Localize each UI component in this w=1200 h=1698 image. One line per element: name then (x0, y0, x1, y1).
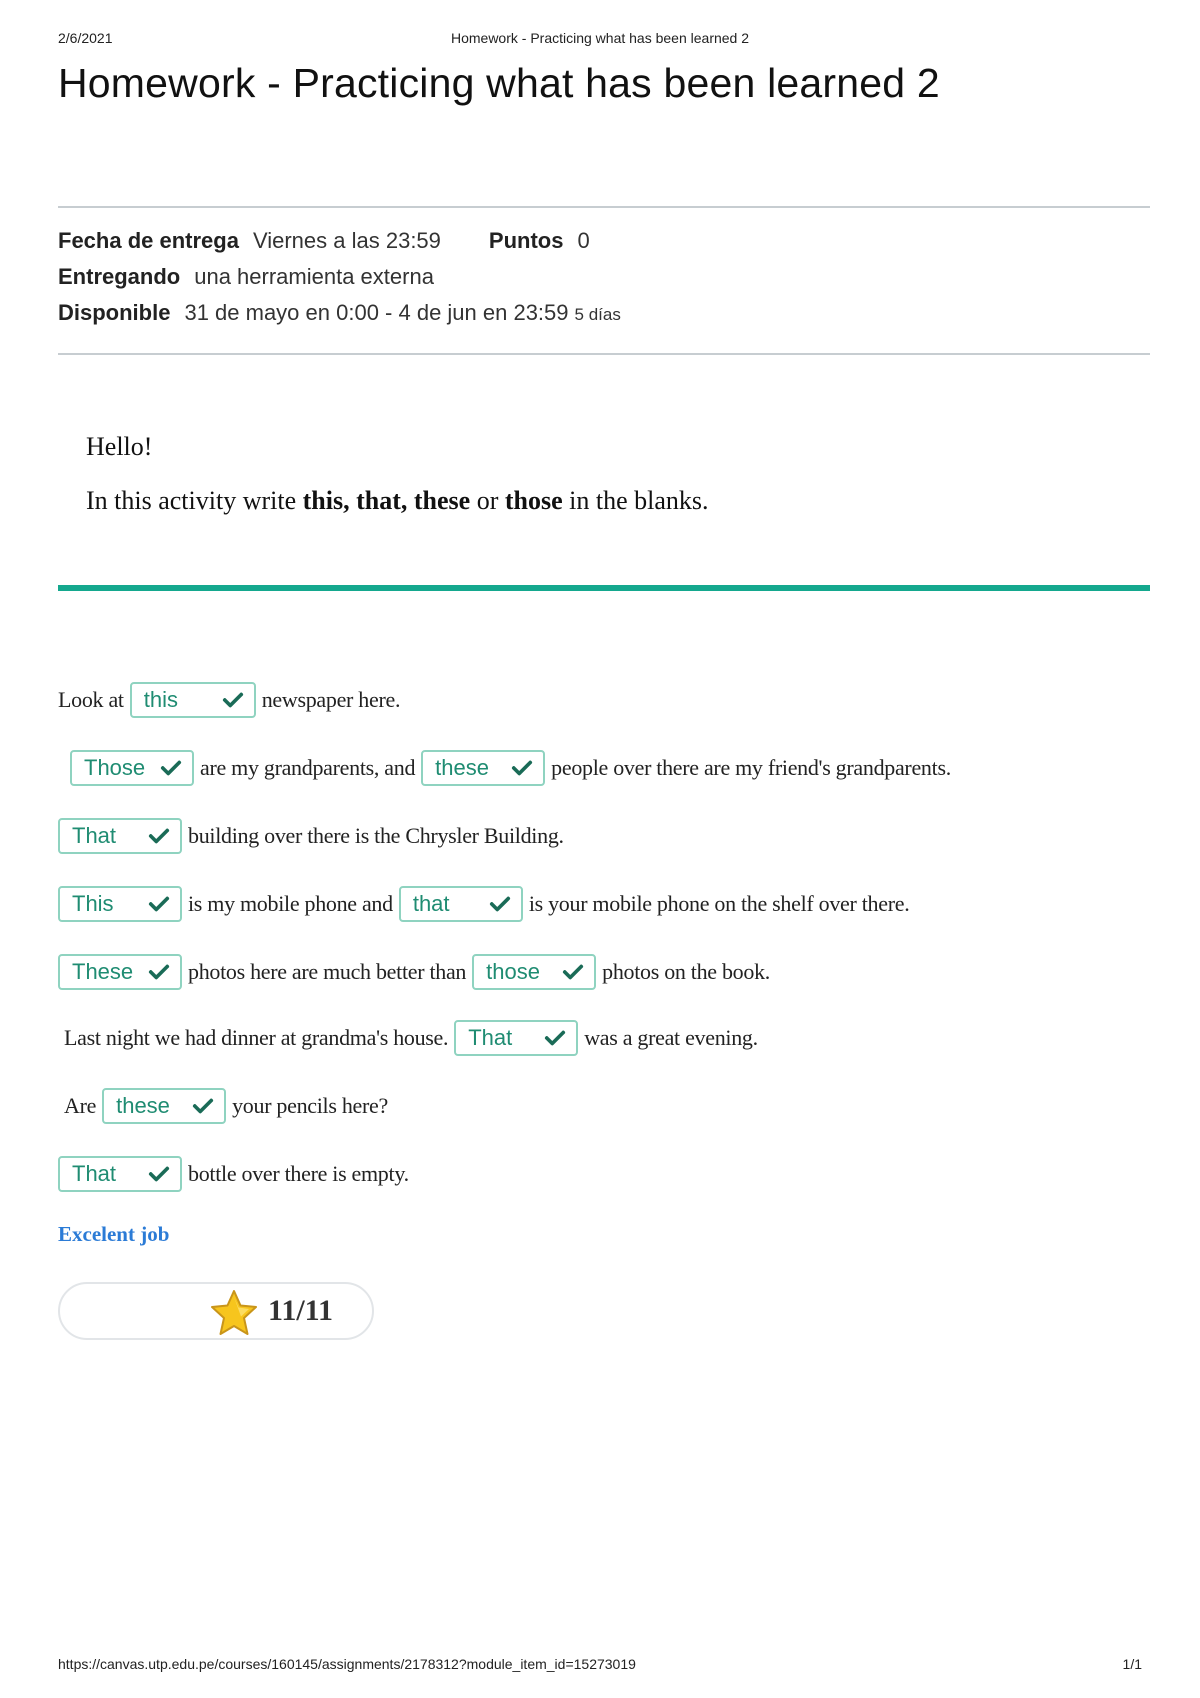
due-value: Viernes a las 23:59 (252, 228, 441, 253)
answer-blank[interactable] (58, 818, 182, 854)
sentence-4 (52, 884, 909, 924)
sentence-text: Are (64, 1093, 97, 1118)
due-row (58, 226, 621, 262)
greeting: Hello! (86, 432, 153, 461)
page-title: Homework - Practicing what has been learned 2 (58, 60, 940, 106)
check-icon (148, 1164, 170, 1184)
due-label: Fecha de entrega (58, 228, 239, 253)
answer-text: This (72, 891, 114, 916)
sentence-3 (52, 816, 564, 856)
sentence-text: people over there are my friend's grandparents. (551, 755, 951, 780)
check-icon (511, 758, 533, 778)
answer-text: That (72, 1161, 117, 1186)
sentence-text: photos on the book. (602, 959, 770, 984)
page-url: https://canvas.utp.edu.pe/courses/160145/assignments/2178312?module_item_id=15273019 (58, 1656, 636, 1672)
check-icon (148, 962, 170, 982)
answer-blank[interactable] (58, 954, 182, 990)
instruction-suffix: in the blanks. (562, 486, 709, 515)
submitting-value: una herramienta externa (194, 264, 434, 289)
score-badge (58, 1282, 374, 1340)
star-icon (208, 1288, 260, 1338)
sentence-text: photos here are much better than (188, 959, 467, 984)
sentence-6 (64, 1018, 758, 1058)
submitting-row (58, 262, 621, 298)
answer-text: Those (84, 755, 146, 780)
available-value: 31 de mayo en 0:00 - 4 de jun en 23:59 (184, 300, 569, 325)
answer-blank[interactable] (102, 1088, 226, 1124)
answer-blank[interactable] (58, 1156, 182, 1192)
sentence-text: are my grandparents, and (200, 755, 416, 780)
sentence-text: bottle over there is empty. (188, 1161, 409, 1186)
answer-blank[interactable] (399, 886, 523, 922)
check-icon (562, 962, 584, 982)
sentence-text: was a great evening. (584, 1025, 758, 1050)
answer-blank[interactable] (421, 750, 545, 786)
answer-text: these (116, 1093, 170, 1118)
answer-text: That (468, 1025, 513, 1050)
answer-text: these (435, 755, 489, 780)
score-value: 11/11 (268, 1294, 334, 1327)
answer-text: that (412, 891, 450, 916)
check-icon (192, 1096, 214, 1116)
instruction (86, 486, 709, 516)
assignment-details (58, 226, 621, 334)
print-footer (58, 1656, 1142, 1674)
sentence-5 (52, 952, 770, 992)
sentence-text: newspaper here. (261, 687, 401, 712)
sentence-text: is my mobile phone and (188, 891, 393, 916)
check-icon (148, 894, 170, 914)
answer-blank[interactable] (58, 886, 182, 922)
check-icon (160, 758, 182, 778)
instruction-prefix: In this activity write (86, 486, 303, 515)
sentence-8 (52, 1154, 409, 1194)
answer-text: those (486, 959, 540, 984)
intro (86, 432, 709, 516)
feedback-message: Excelent job (58, 1222, 170, 1246)
answer-blank[interactable] (472, 954, 596, 990)
check-icon (148, 826, 170, 846)
print-header (58, 30, 1142, 48)
points-label: Puntos (488, 228, 564, 253)
sentence-7 (64, 1086, 388, 1126)
answer-blank[interactable] (70, 750, 194, 786)
sentence-text: building over there is the Chrysler Building. (188, 823, 564, 848)
available-days: 5 días (574, 305, 621, 324)
answer-text: this (143, 687, 178, 712)
divider (58, 206, 1150, 208)
sentence-text: Look at (58, 687, 124, 712)
check-icon (222, 690, 244, 710)
check-icon (489, 894, 511, 914)
sentence-text: Last night we had dinner at grandma's house. (64, 1025, 449, 1050)
sentence-text: your pencils here? (232, 1093, 388, 1118)
submitting-label: Entregando (58, 264, 181, 289)
available-row (58, 298, 621, 334)
answer-blank[interactable] (454, 1020, 578, 1056)
instruction-words: this, that, these (302, 486, 471, 515)
section-divider (58, 585, 1150, 591)
sentence-text: is your mobile phone on the shelf over there. (528, 891, 910, 916)
answer-text: These (72, 959, 134, 984)
sentence-2 (64, 748, 951, 788)
answer-text: That (72, 823, 117, 848)
print-date: 2/6/2021 (58, 30, 113, 46)
page-number: 1/1 (1122, 1656, 1142, 1672)
answer-blank[interactable] (130, 682, 256, 718)
points-value: 0 (577, 228, 590, 253)
sentence-1 (58, 680, 400, 720)
check-icon (544, 1028, 566, 1048)
divider (58, 353, 1150, 355)
instruction-or: or (470, 486, 505, 515)
available-label: Disponible (58, 300, 171, 325)
instruction-last: those (504, 486, 563, 515)
print-title: Homework - Practicing what has been learned 2 (450, 30, 750, 46)
